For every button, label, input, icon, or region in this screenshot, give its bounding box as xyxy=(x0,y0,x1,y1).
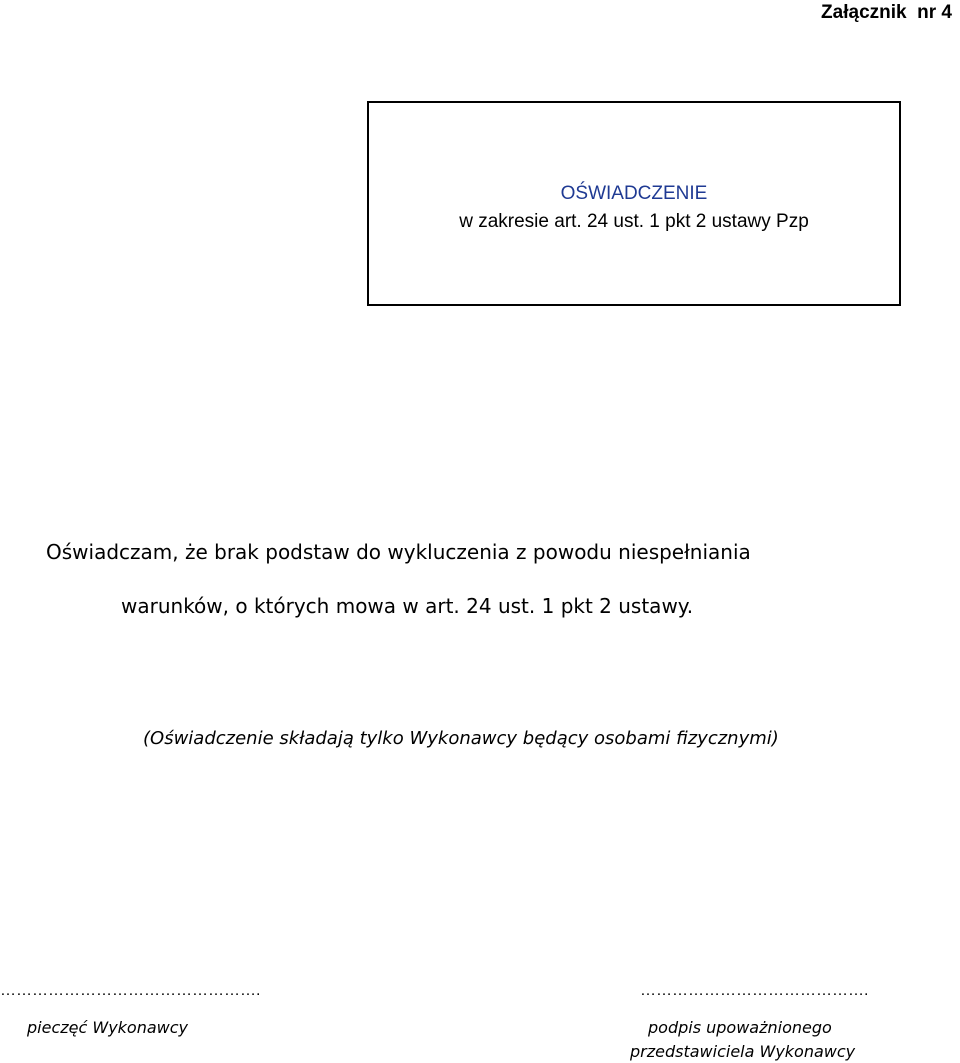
declaration-header-box xyxy=(367,101,901,306)
declaration-subtitle: w zakresie art. 24 ust. 1 pkt 2 ustawy Pzp xyxy=(459,211,809,232)
signature-label-line-2: przedstawiciela Wykonawcy xyxy=(630,1042,856,1061)
declaration-note: (Oświadczenie składają tylko Wykonawcy będący osobami fizycznymi) xyxy=(143,728,779,749)
statement-line-1: Oświadczam, że brak podstaw do wykluczenia z powodu niespełniania xyxy=(46,540,751,564)
annex-label: Załącznik nr 4 xyxy=(821,2,952,23)
declaration-title: OŚWIADCZENIE xyxy=(560,183,708,204)
stamp-label: pieczęć Wykonawcy xyxy=(27,1018,189,1037)
representative-signature-line: ……………………………………. xyxy=(640,982,869,999)
signature-label-line-1: podpis upoważnionego xyxy=(648,1018,832,1037)
stamp-signature-line: …………………………………………. xyxy=(0,982,261,999)
statement-line-2: warunków, o których mowa w art. 24 ust. 1 pkt 2 ustawy. xyxy=(121,594,694,618)
